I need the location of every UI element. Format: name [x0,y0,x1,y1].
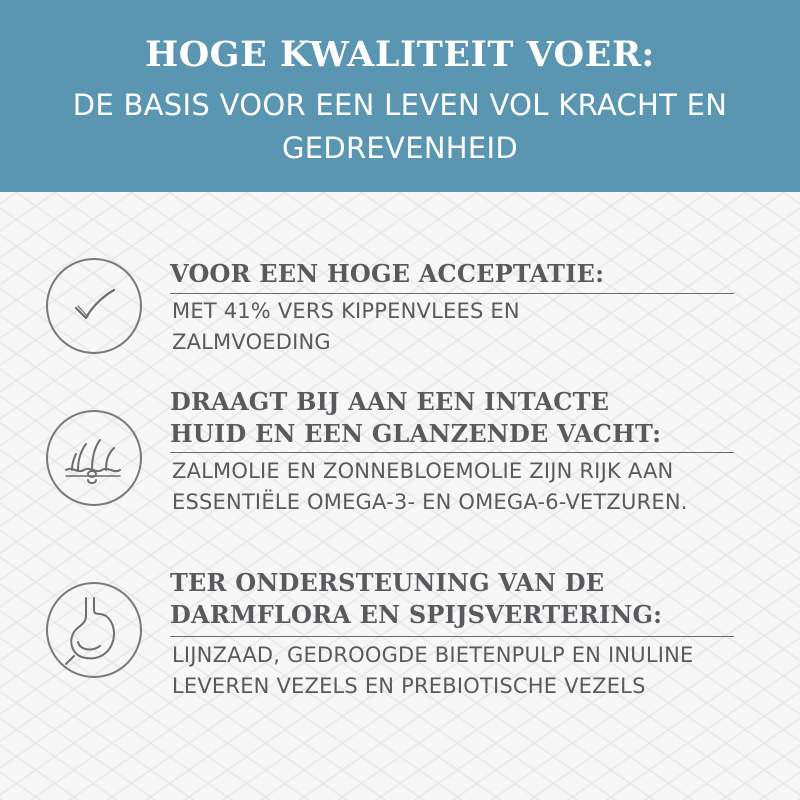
feature-text: ZALMOLIE EN ZONNEBLOEMOLIE ZIJN RIJK AAN ESSENTIËLE OMEGA-3- EN OMEGA-6-VETZUREN. [172,459,688,514]
stomach-icon [46,582,142,678]
hair-skin-icon [46,410,142,506]
divider [170,636,734,637]
divider [170,293,734,294]
header-subtitle: DE BASIS VOOR EEN LEVEN VOL KRACHT EN GEDREVENHEID [72,88,728,165]
header-title: HOGE KWALITEIT VOER: [145,34,655,75]
feature-text: LIJNZAAD, GEDROOGDE BIETENPULP EN INULINE LEVEREN VEZELS EN PREBIOTISCHE VEZELS [172,643,694,698]
feature-text: MET 41% VERS KIPPENVLEES EN ZALMVOEDING [172,299,520,354]
header-banner [0,0,800,192]
divider [170,452,734,453]
feature-title: TER ONDERSTEUNING VAN DE DARMFLORA EN SPIJSVERTERING: [170,568,663,629]
checkmark-icon [46,258,142,354]
feature-title: DRAAGT BIJ AAN EEN INTACTE HUID EN EEN GLANZENDE VACHT: [170,387,662,448]
feature-title: VOOR EEN HOGE ACCEPTATIE: [170,259,605,288]
